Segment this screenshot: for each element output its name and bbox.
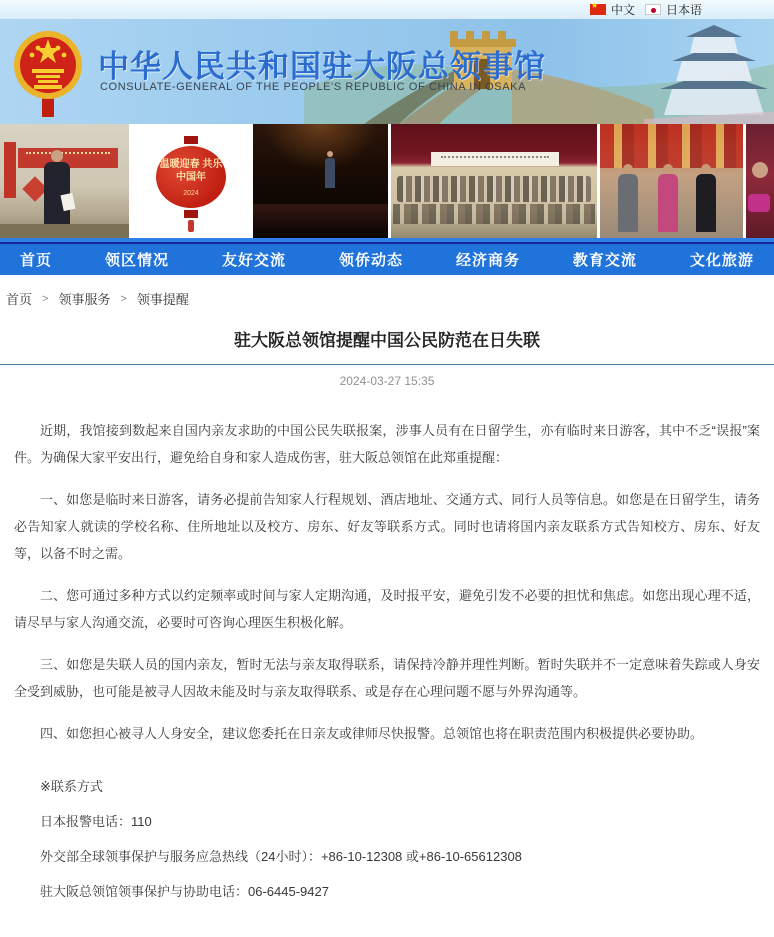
nav-item-consular-district[interactable]: 领区情况	[104, 252, 169, 269]
photo-stage-group	[391, 124, 597, 238]
contact-heading: ※联系方式	[40, 779, 103, 794]
nav-item-economy-commerce[interactable]: 经济商务	[455, 252, 520, 269]
article-paragraph: 近期，我馆接到数起来自国内亲友求助的中国公民失联报案，涉事人员有在日留学生，亦有临时来日游客，其中不乏“误报”案件。为确保大家平安出行，避免给自身和家人造成伤害，驻大阪总领馆在此郑重提醒：	[14, 423, 760, 465]
language-bar	[0, 0, 774, 19]
national-emblem-logo	[12, 27, 84, 117]
site-title: 中华人民共和国驻大阪总领事馆	[98, 49, 546, 84]
breadcrumb-current-page: 领事提醒	[136, 292, 189, 307]
language-label-chinese: 中文	[610, 3, 635, 17]
contact-section	[0, 747, 774, 937]
photo-crowd-partial	[746, 124, 774, 238]
nav-item-culture-tourism[interactable]: 文化旅游	[689, 252, 754, 269]
contact-line-japan-police: 日本报警电话：110	[40, 814, 152, 829]
breadcrumb	[0, 275, 774, 308]
article-paragraph: 一、如您是临时来日游客，请务必提前告知家人行程规划、酒店地址、交通方式、同行人员等信息。如您是在日留学生，请务必告知家人就读的学校名称、住所地址以及校方、房东、好友等联系方式。同时也请将国内亲友联系方式告知校方、房东、好友等，以备不时之需。	[14, 492, 760, 561]
contact-line-mfa-hotline: 外交部全球领事保护与服务应急热线（24小时）：+86-10-12308 或+86-10-65612308	[40, 849, 522, 864]
article-body	[0, 388, 774, 747]
main-navigation	[0, 244, 774, 275]
lantern-text: 温暖迎春 共乐中国年	[159, 159, 223, 183]
title-divider	[0, 364, 774, 365]
photo-chinatown-street	[600, 124, 743, 238]
article-title: 驻大阪总领馆提醒中国公民防范在日失联	[234, 331, 540, 350]
article-paragraph: 二、您可通过多种方式以约定频率或时间与家人定期沟通，及时报平安，避免引发不必要的担忧和焦虑。如您出现心理不适，请尽早与家人沟通交流，必要时可咨询心理医生积极化解。	[14, 588, 760, 630]
breadcrumb-consular-service[interactable]: 领事服务	[58, 292, 111, 307]
site-subtitle-english: CONSULATE-GENERAL OF THE PEOPLE'S REPUBLIC OF CHINA IN OSAKA	[100, 81, 527, 93]
article-paragraph: 三、如您是失联人员的国内亲友，暂时无法与亲友取得联系，请保持冷静并理性判断。暂时失联并不一定意味着失踪或人身安全受到威胁，也可能是被寻人因故未能及时与亲友取得联系、或是存在心理问题不愿与外界沟通等。	[14, 657, 760, 699]
japan-flag-icon	[645, 4, 661, 15]
photo-strip	[0, 124, 774, 238]
nav-item-home[interactable]: 首页	[20, 252, 53, 269]
article-date: 2024-03-27 15:35	[339, 374, 435, 388]
site-header	[0, 19, 774, 124]
photo-classroom-speech	[0, 124, 129, 238]
article-paragraph: 四、如您担心被寻人人身安全，建议您委托在日亲友或律师尽快报警。总领馆也将在职责范围内积极提供必要协助。	[40, 726, 704, 741]
photo-spring-festival-lantern	[132, 124, 250, 238]
nav-item-friendly-exchange[interactable]: 友好交流	[221, 252, 286, 269]
breadcrumb-home[interactable]: 首页	[6, 292, 33, 307]
lantern-year: 2024	[183, 190, 199, 197]
language-link-japanese[interactable]	[645, 1, 702, 18]
language-link-chinese[interactable]	[590, 1, 635, 18]
contact-line-consulate-phone: 驻大阪总领馆领事保护与协助电话：06-6445-9427	[40, 884, 329, 899]
breadcrumb-separator-icon: >	[42, 292, 49, 305]
article	[0, 326, 774, 937]
nav-item-education-exchange[interactable]: 教育交流	[572, 252, 637, 269]
nav-item-overseas-chinese[interactable]: 领侨动态	[338, 252, 403, 269]
breadcrumb-separator-icon: >	[120, 292, 127, 305]
china-flag-icon	[590, 4, 606, 15]
language-label-japanese: 日本语	[665, 3, 702, 17]
photo-concert-hall	[253, 124, 388, 238]
